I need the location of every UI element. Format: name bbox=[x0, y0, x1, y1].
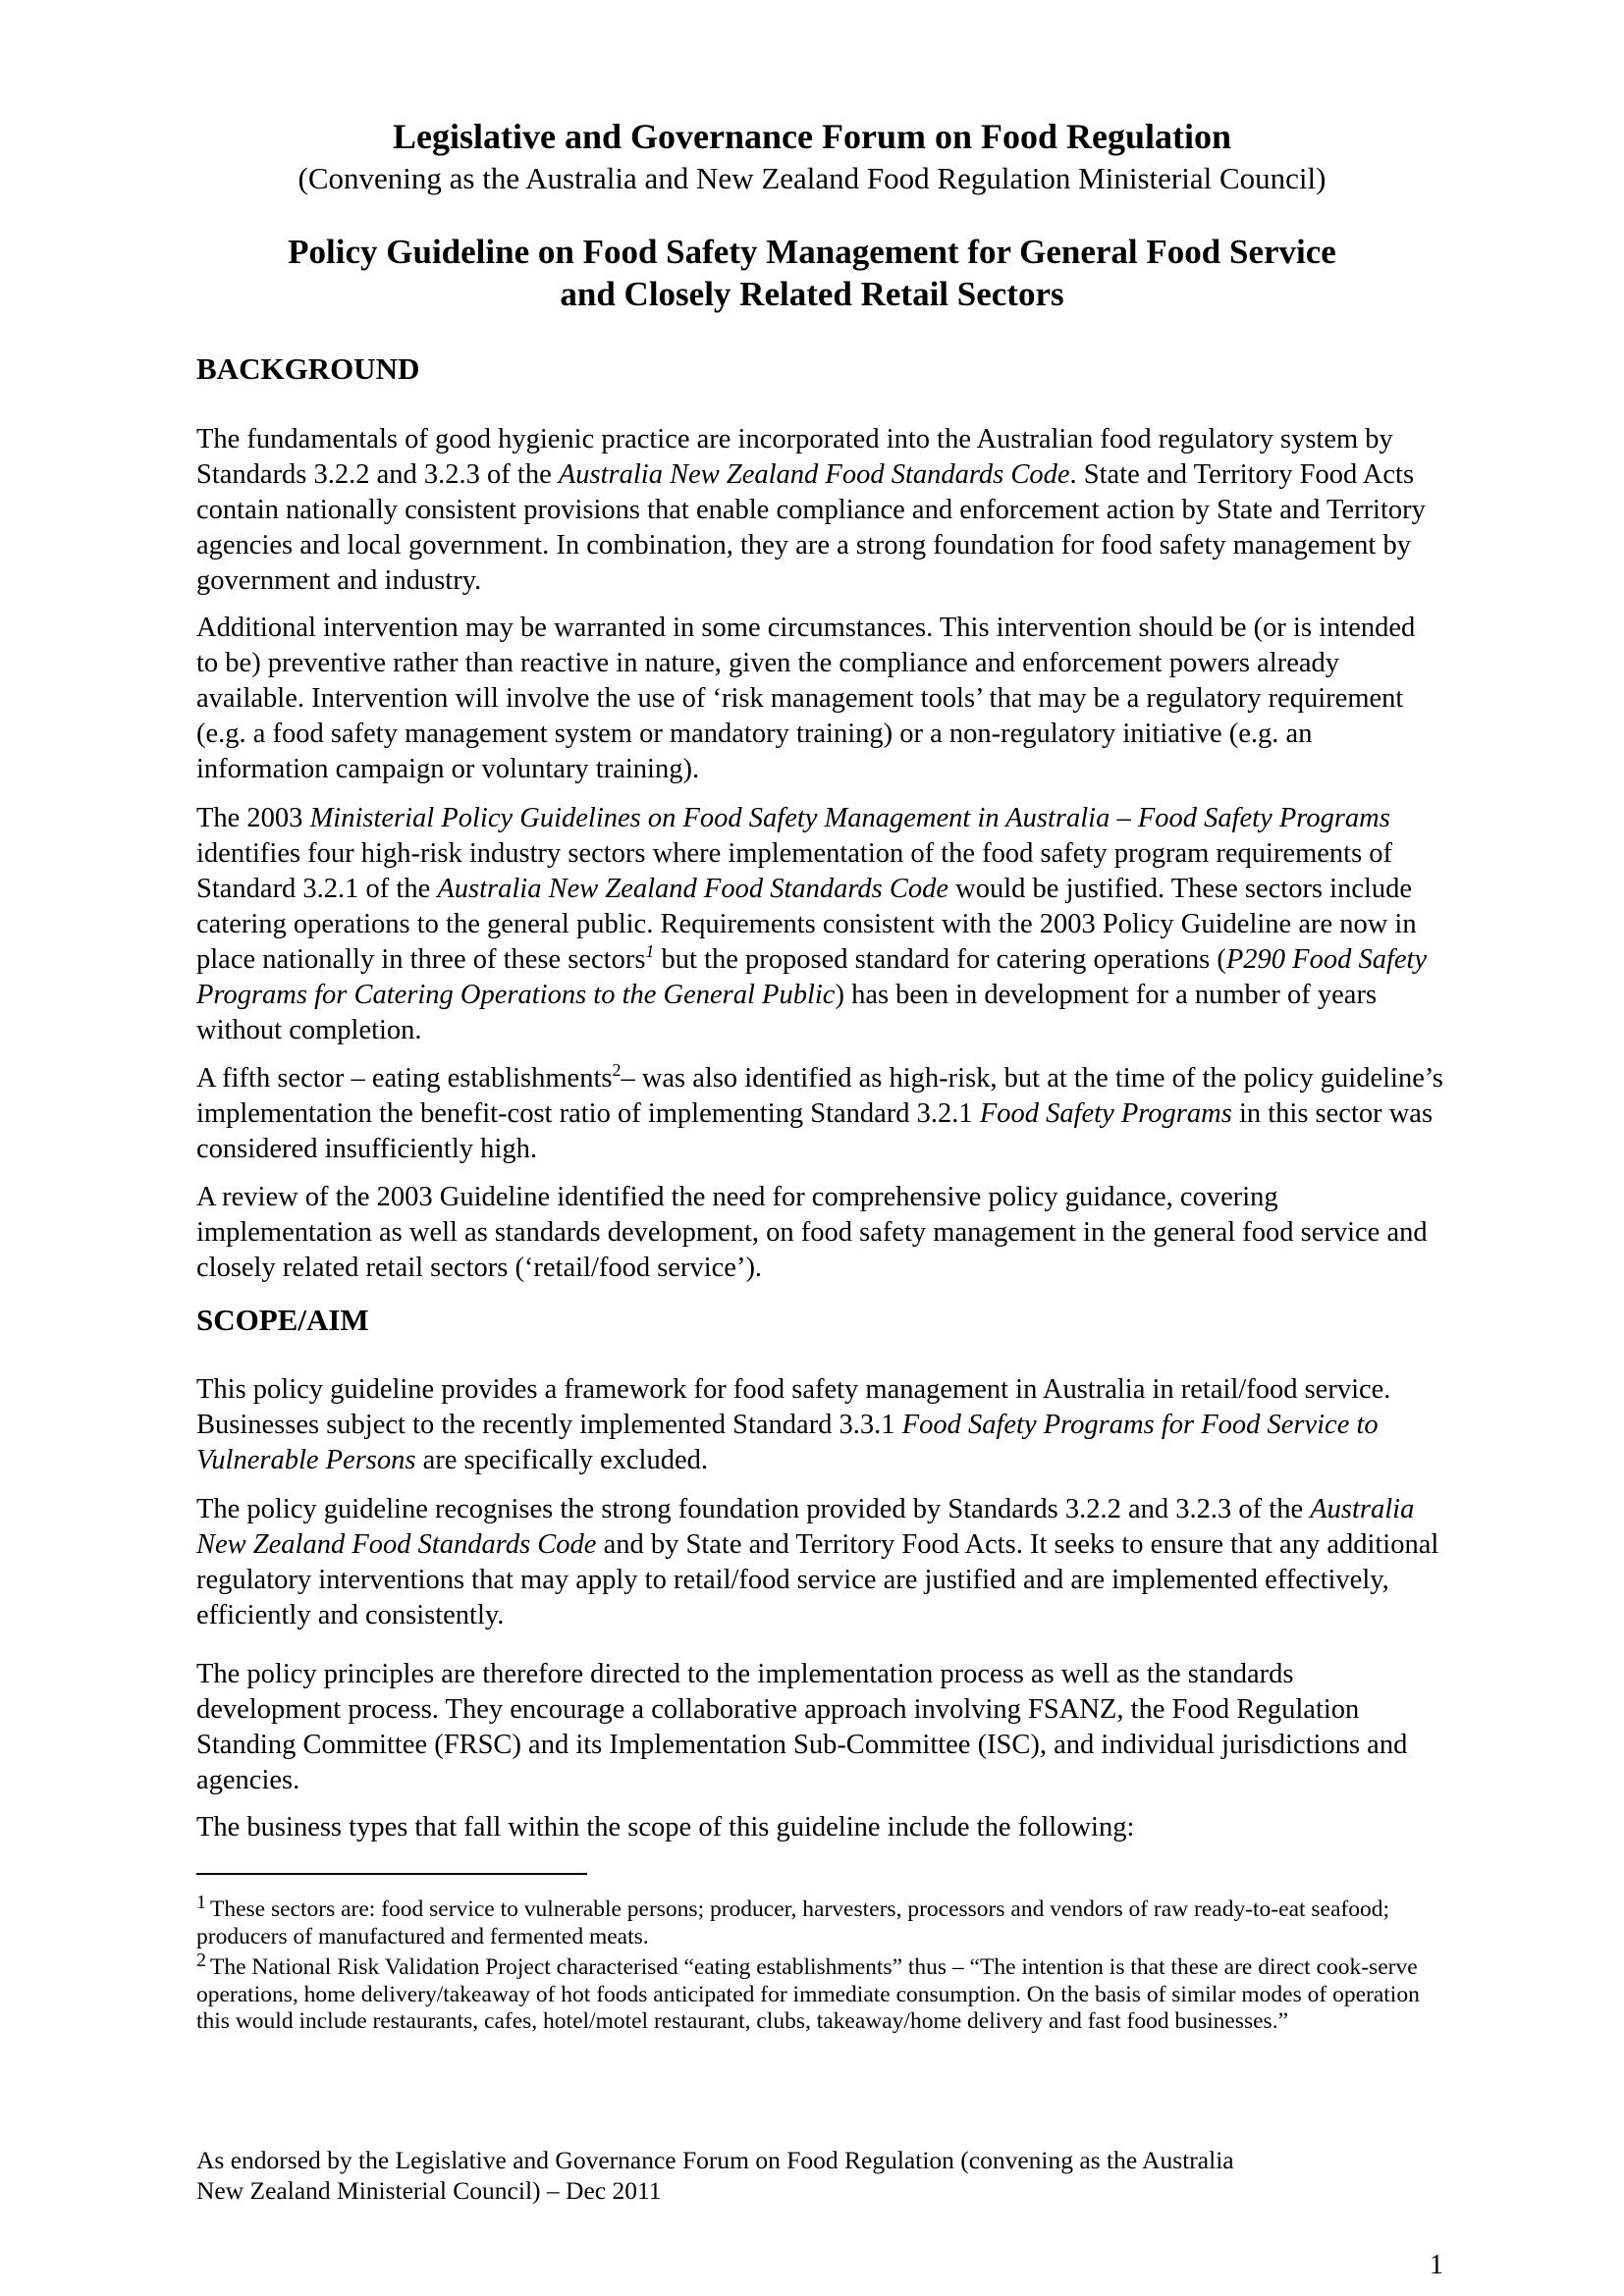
text-run: The fundamentals of good hygienic practice are incorporated into the Australian food regulatory system by Standards 3.2.2 and 3.2.3 of the bbox=[196, 424, 1393, 490]
endorsement-line-2: New Zealand Ministerial Council) – Dec 2011 bbox=[196, 2176, 662, 2205]
scope-paragraph-3: The policy principles are therefore directed to the implementation process as well as the standards development process. They encourage a collaborative approach involving FSANZ, the Food Regulation Standing Committee (FRSC) and its Implementation Sub-Committee (ISC), and individual jurisdictions and agencies. bbox=[196, 1659, 1408, 1795]
text-run: A fifth sector – eating establishments bbox=[196, 1063, 613, 1094]
background-paragraph-4 bbox=[196, 1061, 1443, 1167]
code-title-italic: Australia New Zealand Food Standards Code bbox=[196, 1494, 1415, 1560]
text-run: would be justified. These sectors include catering operations to the general public. Requirements consistent with the 2003 Policy Guideline are now in place nationally in three of these sectors bbox=[196, 874, 1417, 975]
background-paragraph-2: Additional intervention may be warranted in some circumstances. This intervention should be (or is intended to be) preventive rather than reactive in nature, given the compliance and enforcement powers already available. Intervention will involve the use of ‘risk management tools’ that may be a regulatory requirement (e.g. a food safety management system or mandatory training) or a non-regulatory initiative (e.g. an information campaign or voluntary training). bbox=[196, 613, 1416, 784]
text-run: and by State and Territory Food Acts. It seeks to ensure that any additional regulatory interventions that may apply to retail/food service are justified and are implemented effectively, efficiently and consistently. bbox=[196, 1529, 1439, 1630]
page-number: 1 bbox=[1430, 2250, 1443, 2280]
scope-paragraph-2 bbox=[196, 1492, 1443, 1633]
background-paragraph-3 bbox=[196, 801, 1443, 1048]
footnote-separator bbox=[196, 1873, 587, 1875]
footnote-number: 2 bbox=[196, 1949, 206, 1971]
background-paragraph-5: A review of the 2003 Guideline identified the need for comprehensive policy guidance, covering implementation as well as standards development, on food safety management in the general food service and closely related retail sectors (‘retail/food service’). bbox=[196, 1182, 1428, 1283]
text-run: ) has been in development for a number of years without completion. bbox=[196, 980, 1378, 1045]
text-run: identifies four high-risk industry sectors where implementation of the food safety program requirements of Standard 3.2.1 of the bbox=[196, 838, 1393, 904]
text-run: but the proposed standard for catering operations ( bbox=[654, 944, 1226, 975]
policy-title-line2: and Closely Related Retail Sectors bbox=[560, 275, 1064, 313]
scope-paragraph-4: The business types that fall within the scope of this guideline include the following: bbox=[196, 1812, 1135, 1842]
code-title-italic: Australia New Zealand Food Standards Code bbox=[558, 459, 1070, 490]
standard-title-italic: Food Safety Programs bbox=[979, 1098, 1232, 1129]
text-run: This policy guideline provides a framework for food safety management in Australia in retail/food service. Businesses subject to the recently implemented Standard 3.3.1 bbox=[196, 1374, 1391, 1440]
scope-heading: SCOPE/AIM bbox=[196, 1303, 369, 1337]
text-run: in this sector was considered insufficiently high. bbox=[196, 1098, 1434, 1164]
footnote-number: 1 bbox=[196, 1892, 206, 1913]
footnote-2 bbox=[196, 1949, 1443, 2036]
standard-title-italic: Food Safety Programs for Food Service to Vulnerable Persons bbox=[196, 1410, 1379, 1475]
p290-title-italic: P290 Food Safety Programs for Catering Operations to the General Public bbox=[196, 944, 1428, 1010]
footnote-text: The National Risk Validation Project characterised “eating establishments” thus – “The intention is that these are direct cook-serve operations, home delivery/takeaway of hot foods anticipated for immediate consumption. On the basis of similar modes of operation this would include restaurants, cafes, hotel/motel restaurant, clubs, takeaway/home delivery and fast food businesses.” bbox=[196, 1954, 1420, 2034]
text-run: . State and Territory Food Acts contain nationally consistent provisions that enable compliance and enforcement action by State and Territory agencies and local government. In combination, they are a strong foundation for food safety management by government and industry. bbox=[196, 459, 1426, 596]
footnote-ref-1[interactable]: 1 bbox=[645, 941, 655, 961]
scope-paragraph-1 bbox=[196, 1372, 1443, 1478]
footnote-text: These sectors are: food service to vulnerable persons; producer, harvesters, processors and vendors of raw ready-to-eat seafood; producers of manufactured and fermented meats. bbox=[196, 1896, 1390, 1949]
background-heading: BACKGROUND bbox=[196, 351, 420, 386]
endorsement-line-1: As endorsed by the Legislative and Governance Forum on Food Regulation (convening as the Australia bbox=[196, 2146, 1234, 2174]
footnote-1 bbox=[196, 1892, 1443, 1950]
text-run: are specifically excluded. bbox=[415, 1445, 708, 1475]
policy-title-line1: Policy Guideline on Food Safety Management for General Food Service bbox=[288, 233, 1336, 271]
text-run: The 2003 bbox=[196, 803, 310, 833]
footnote-ref-2[interactable]: 2 bbox=[612, 1060, 622, 1080]
guidelines-title-italic: Ministerial Policy Guidelines on Food Safety Management in Australia – Food Safety Programs bbox=[309, 803, 1390, 833]
text-run: – was also identified as high-risk, but at the time of the policy guideline’s implementation the benefit-cost ratio of implementing Standard 3.2.1 bbox=[196, 1063, 1443, 1129]
forum-title: Legislative and Governance Forum on Food Regulation bbox=[393, 117, 1231, 156]
background-paragraph-1 bbox=[196, 422, 1443, 599]
code-title-italic: Australia New Zealand Food Standards Code bbox=[437, 874, 949, 904]
text-run: The policy guideline recognises the strong foundation provided by Standards 3.2.2 and 3.2.3 of the bbox=[196, 1494, 1311, 1524]
forum-subtitle: (Convening as the Australia and New Zealand Food Regulation Ministerial Council) bbox=[298, 161, 1326, 195]
